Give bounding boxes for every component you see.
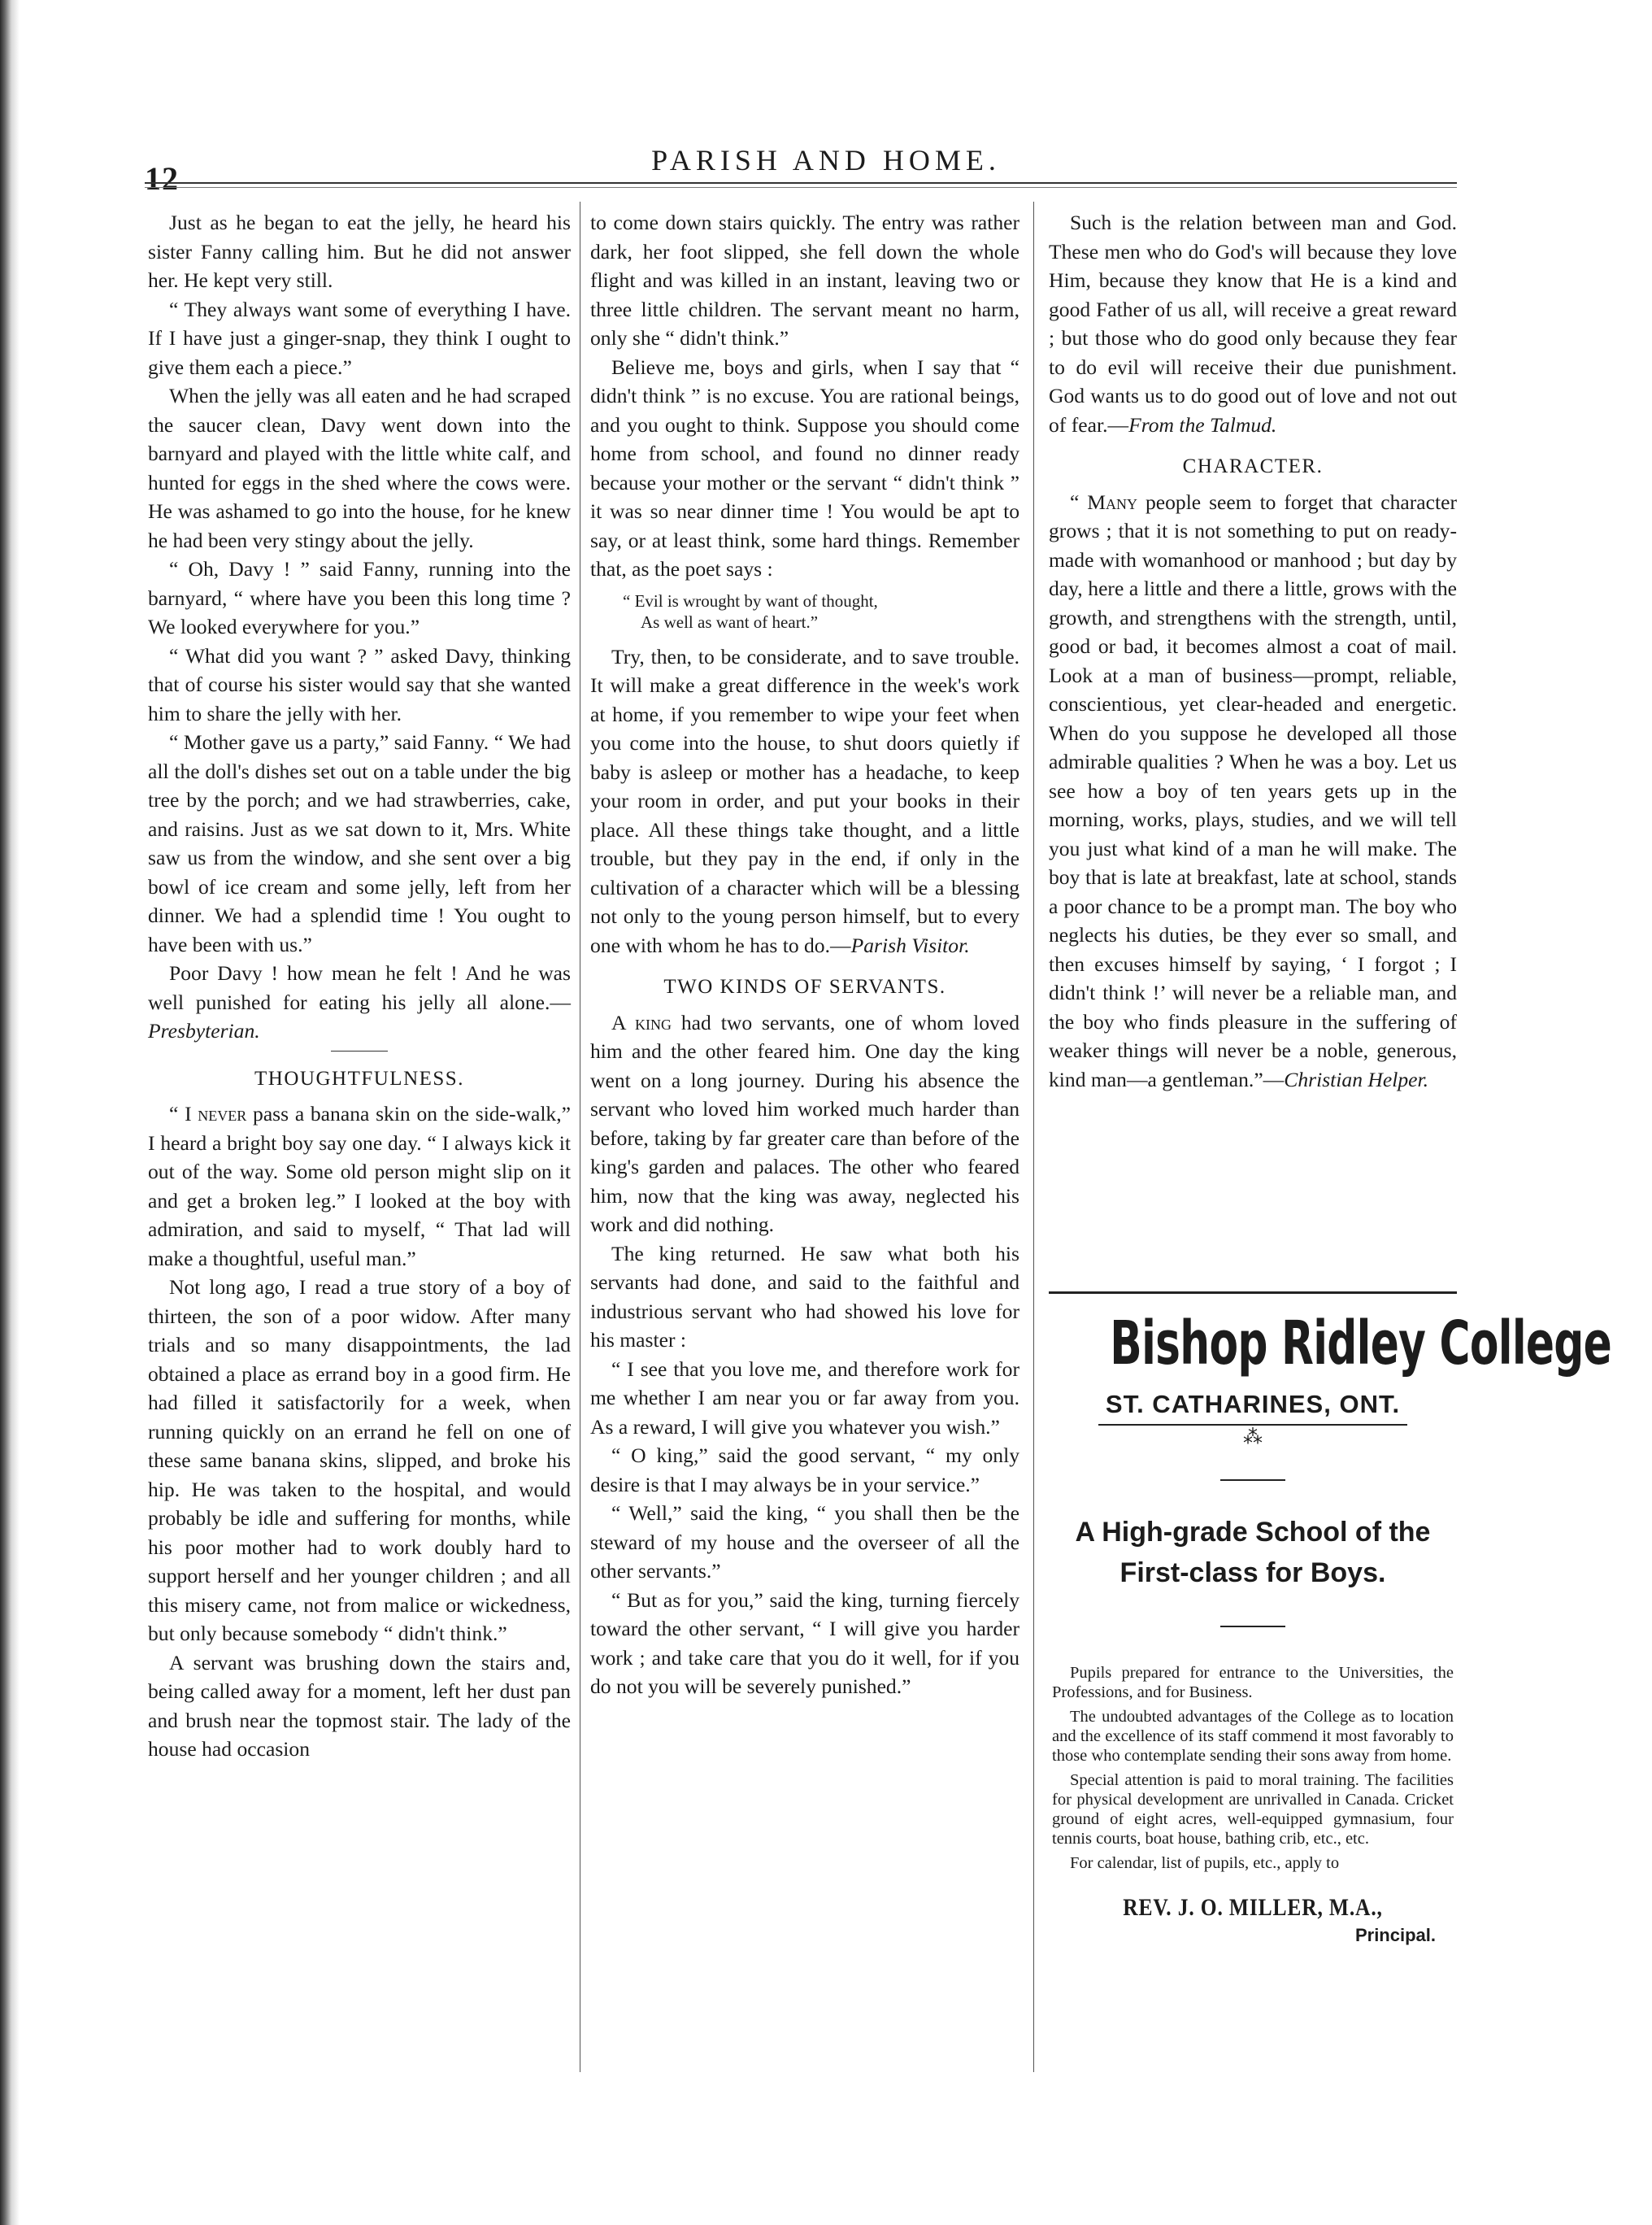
column-rule-2: [1033, 202, 1034, 2072]
article-paragraph: to come down stairs quickly. The entry was rather dark, her foot slipped, she fell down the whole flight and was killed in an instant, leaving two or three little children. The servant meant no harm, only she “ didn't think.”: [590, 211, 1019, 350]
article-text: Try, then, to be considerate, and to save trouble. It will make a great difference in the week's work at home, if you remember to wipe your feet when you come into the house, to shut doors quietly if baby is asleep or mother has a headache, to keep your room in order, and put your books in their place. All these things take thought, and a little trouble, but they pay in the end, if only in the cultivation of a character which will be a blessing not only to the young person himself, but to every one with whom he has to do.—: [590, 644, 1019, 957]
story-paragraph: “ They always want some of everything I have. If I have just a ginger-snap, they think I ought to give them each a piece.”: [148, 297, 571, 379]
ad-divider: [1220, 1479, 1285, 1481]
story-paragraph: Just as he began to eat the jelly, he heard his sister Fanny calling him. But he did not answer her. He kept very still.: [148, 211, 571, 292]
article-paragraph: “ I see that you love me, and therefore work for me whether I am near you or far away from you. As a reward, I will give you whatever you wish.”: [590, 1356, 1019, 1439]
ornament-icon: ⁂: [1243, 1426, 1263, 1448]
poem-line: As well as want of heart.”: [641, 612, 819, 632]
poem-quote: [623, 590, 1019, 633]
lead-in-small-caps: “ I never: [169, 1102, 247, 1126]
column-3: [1049, 208, 1457, 1094]
ad-body-paragraph: For calendar, list of pupils, etc., apply to: [1070, 1854, 1340, 1872]
ad-body: [1049, 1663, 1457, 1873]
article-paragraph: “ But as for you,” said the king, turning fiercely toward the other servant, “ I will give you harder work ; and take care that you do it well, for if you do not you will be severely punished.”: [590, 1587, 1019, 1698]
article-paragraph: The king returned. He saw what both his servants had done, and said to the faithful and industrious servant who had showed his love for his master :: [590, 1241, 1019, 1352]
article-paragraph-final: [590, 642, 1019, 960]
attribution-parish-visitor: Parish Visitor.: [850, 933, 970, 957]
section-divider: [331, 1051, 388, 1052]
story-paragraph: “ Mother gave us a party,” said Fanny. “ We had all the doll's dishes set out on a table under the big tree by the porch; and we had strawberries, cake, and raisins. Just as we sat down to it, Mrs. White saw us from the window, and she sent over a big bowl of ice cream and some jelly, left from her dinner. We had a splendid time ! You ought to have been with us.”: [148, 730, 571, 956]
ad-headline-line: First-class for Boys.: [1119, 1557, 1386, 1588]
attribution-presbyterian: Presbyterian.: [148, 1019, 260, 1043]
header-rule: [145, 182, 1457, 188]
ad-location: ST. CATHARINES, ONT.: [1105, 1390, 1401, 1418]
story-paragraph: “ What did you want ? ” asked Davy, thinking that of course his sister would say that she wanted him to share the jelly with her.: [148, 643, 571, 725]
column-1: [148, 208, 571, 1764]
ad-body-paragraph: The undoubted advantages of the College as to location and the excellence of its staff commend it most favorably to those who contemplate sending their sons away from home.: [1052, 1708, 1454, 1765]
lead-in-small-caps: “ Many: [1070, 490, 1138, 514]
ad-headline-line: A High-grade School of the: [1075, 1517, 1431, 1548]
college-advertisement: [1049, 1291, 1612, 1946]
article-paragraph: Not long ago, I read a true story of a boy of thirteen, the son of a poor widow. After many trials and so many disappointments, the lad obtained a place as errand boy in a good firm. He had filled it satisfactorily for a week, when running quickly on an errand he fell on one of these same banana skins, slipped, and broke his hip. He was taken to the hospital, and would probably be idle and suffering for months, while his poor mother had to work doubly hard to support herself and her younger children ; and all this misery came, not from malice or wickedness, but only because somebody “ didn't think.”: [148, 1275, 571, 1645]
story-paragraph: When the jelly was all eaten and he had scraped the saucer clean, Davy went down into the barnyard and played with the little white calf, and hunted for eggs in the shed where the cows were. He was ashamed to go into the house, for he knew he had been very stingy about the jelly.: [148, 384, 571, 552]
article-paragraph: A servant was brushing down the stairs and, being called away for a moment, left her dust pan and brush near the topmost stair. The lady of the house had occasion: [148, 1650, 571, 1761]
attribution-christian-helper: Christian Helper.: [1284, 1067, 1429, 1091]
attribution-talmud: From the Talmud.: [1128, 412, 1277, 437]
lead-in-small-caps: A king: [611, 1010, 672, 1034]
article-paragraph: [1049, 488, 1457, 1095]
article-text: pass a banana skin on the side-walk,” I heard a bright boy say one day. “ I always kick it out of the way. Some old person might slip on it and get a broken leg.” I looked at the boy with admiration, and said to myself, “ That lad will make a thoughtful, useful man.”: [148, 1102, 571, 1270]
article-paragraph: “ Well,” said the king, “ you shall then be the steward of my house and the overseer of all the other servants.”: [590, 1501, 1019, 1583]
article-paragraph: [148, 1099, 571, 1273]
heading-character: CHARACTER.: [1182, 455, 1324, 477]
ad-body-paragraph: Special attention is paid to moral training. The facilities for physical development are unrivalled in Canada. Cricket ground of eight acres, well-equipped gymnasium, four tennis courts, boat house, bathing crib, etc., etc.: [1052, 1771, 1454, 1848]
ad-headline: [1049, 1512, 1457, 1593]
story-text: Poor Davy ! how mean he felt ! And he was well punished for eating his jelly all alone.—: [148, 961, 571, 1014]
ad-principal-name: REV. J. O. MILLER, M.A.,: [1123, 1894, 1383, 1921]
article-paragraph: Believe me, boys and girls, when I say that “ didn't think ” is no excuse. You are rational beings, and you ought to think. Suppose you should come home from school, and found no dinner ready because your mother or the servant “ didn't think ” it was so near dinner time ! You would be apt to say, or at least think, some hard things. Remember that, as the poet says :: [590, 355, 1019, 581]
article-paragraph: “ O king,” said the good servant, “ my only desire is that I may always be in your service.”: [590, 1443, 1019, 1496]
page-number: 12: [145, 160, 179, 197]
ad-principal-title: Principal.: [1354, 1925, 1436, 1945]
ad-body-paragraph: Pupils prepared for entrance to the Universities, the Professions, and for Business.: [1052, 1664, 1454, 1701]
heading-thoughtfulness: THOUGHTFULNESS.: [254, 1067, 464, 1090]
column-2: [590, 208, 1019, 1701]
page-binding-edge: [0, 0, 20, 2225]
ad-divider: [1220, 1626, 1285, 1627]
ad-location-underline: [1098, 1424, 1407, 1426]
story-paragraph: “ Oh, Davy ! ” said Fanny, running into the barnyard, “ where have you been this long time ? We looked everywhere for you.”: [148, 557, 571, 638]
article-paragraph-final: [1049, 208, 1457, 439]
heading-two-kinds-of-servants: TWO KINDS OF SERVANTS.: [663, 976, 946, 998]
article-text: people seem to forget that character grows ; that it is not something to put on ready-made with womanhood or manhood ; but day by day, here a little and there a little, grows with the growth, and strengthens with the strength, until, good or bad, it becomes almost a coat of mail. Look at a man of business—prompt, reliable, conscientious, yet clear-headed and energetic. When do you suppose he developed all those admirable qualities ? When he was a boy. Let us see how a boy of ten years gets up in the morning, works, plays, studies, and we will tell you just what kind of a man he will make. The boy that is late at breakfast, late at school, stands a poor chance to be a prompt man. The boy who neglects his duties, be they ever so small, and then excuses himself by saying, ‘ I forgot ; I didn't think !’ will never be a reliable man, and the boy who finds pleasure in the suffering of weaker things will never be a noble, generous, kind man—a gentleman.”—: [1049, 490, 1457, 1091]
story-paragraph-final: [148, 959, 571, 1046]
article-text: Such is the relation between man and God. These men who do God's will because they love Him, because they know that He is a kind and good Father of us all, will receive a great reward ; but those who do good only because they fear to do evil will receive their due punishment. God wants us to do good out of love and not out of fear.—: [1049, 211, 1457, 437]
article-paragraph: [590, 1008, 1019, 1239]
poem-line: “ Evil is wrought by want of thought,: [623, 590, 878, 611]
ad-college-name: Bishop Ridley College: [1110, 1308, 1612, 1378]
article-text: had two servants, one of whom loved him and the other feared him. One day the king went on a long journey. During his absence the servant who loved him worked much harder than before, taking by far greater care than before of the king's garden and palaces. The other who feared him, now that the king was away, neglected his work and did nothing.: [590, 1010, 1019, 1236]
running-head-title: PARISH AND HOME.: [651, 144, 1001, 176]
